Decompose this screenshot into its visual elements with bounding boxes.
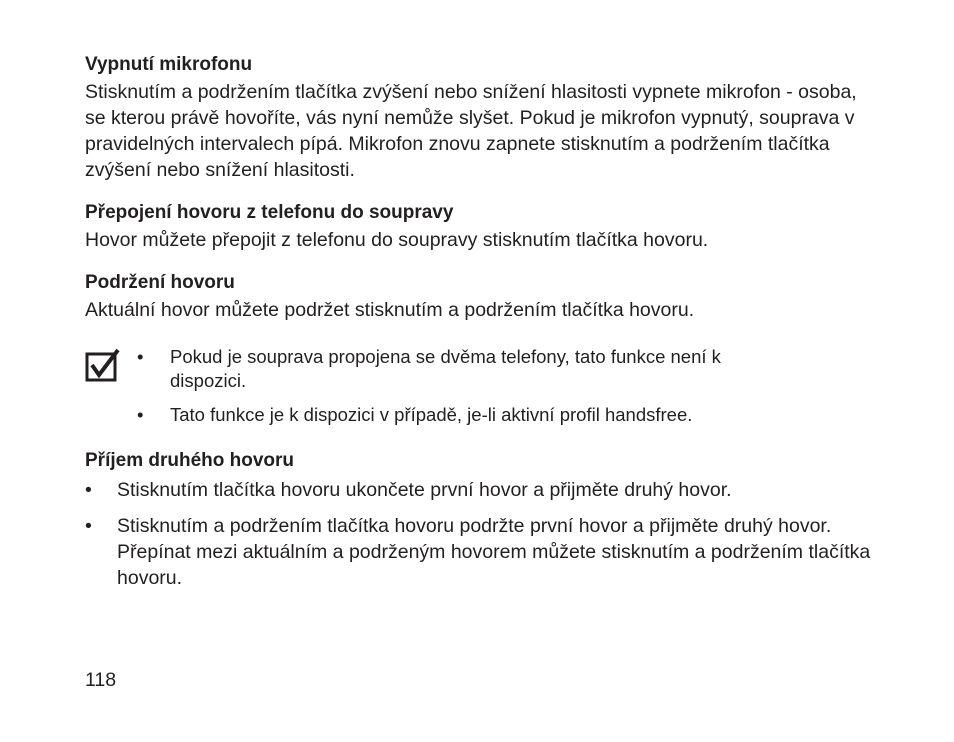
list-item [85, 513, 875, 591]
note-item-text: Pokud je souprava propojena se dvěma telefony, tato funkce není k dispozici. [170, 346, 721, 391]
bullet-icon: • [137, 346, 144, 367]
section-second-call [85, 449, 875, 591]
bullet-icon: • [85, 479, 92, 501]
section-hold-call [85, 271, 875, 323]
section-heading: Příjem druhého hovoru [85, 450, 295, 471]
section-text: Hovor můžete přepojit z telefonu do soupravy stisknutím tlačítka hovoru. [85, 229, 709, 251]
checkbox-check-icon [85, 348, 121, 382]
section-text: Aktuální hovor můžete podržet stisknutím a podržením tlačítka hovoru. [85, 299, 695, 321]
note-item-text: Tato funkce je k dispozici v případě, je-li aktivní profil handsfree. [170, 404, 693, 425]
page-content [85, 53, 875, 609]
second-call-list [85, 477, 875, 591]
section-mute-microphone [85, 53, 875, 183]
list-item-text: Stisknutím tlačítka hovoru ukončete první hovor a přijměte druhý hovor. [117, 479, 732, 501]
section-heading: Podržení hovoru [85, 272, 235, 293]
note-item [137, 403, 790, 427]
section-heading: Vypnutí mikrofonu [85, 54, 253, 75]
section-text: Stisknutím a podržením tlačítka zvýšení nebo snížení hlasitosti vypnete mikrofon - osoba, se kterou právě hovoříte, vás nyní nemůže slyšet. Pokud je mikrofon vypnutý, souprava v pravidelných intervalech pípá. Mikrofon znovu zapnete stisknutím a podržením tlačítka zvýšení nebo snížení hlasitosti. [85, 81, 857, 181]
page-number: 118 [85, 669, 117, 691]
note-box [85, 345, 875, 427]
bullet-icon: • [85, 515, 92, 537]
section-heading: Přepojení hovoru z telefonu do soupravy [85, 202, 454, 223]
bullet-icon: • [137, 404, 144, 425]
note-list [137, 345, 875, 427]
note-item [137, 345, 790, 393]
list-item [85, 477, 875, 503]
section-transfer-call [85, 201, 875, 253]
list-item-text: Stisknutím a podržením tlačítka hovoru podržte první hovor a přijměte druhý hovor. Přepínat mezi aktuálním a podrženým hovorem můžete stisknutím a podržením tlačítka hovoru. [117, 515, 871, 589]
